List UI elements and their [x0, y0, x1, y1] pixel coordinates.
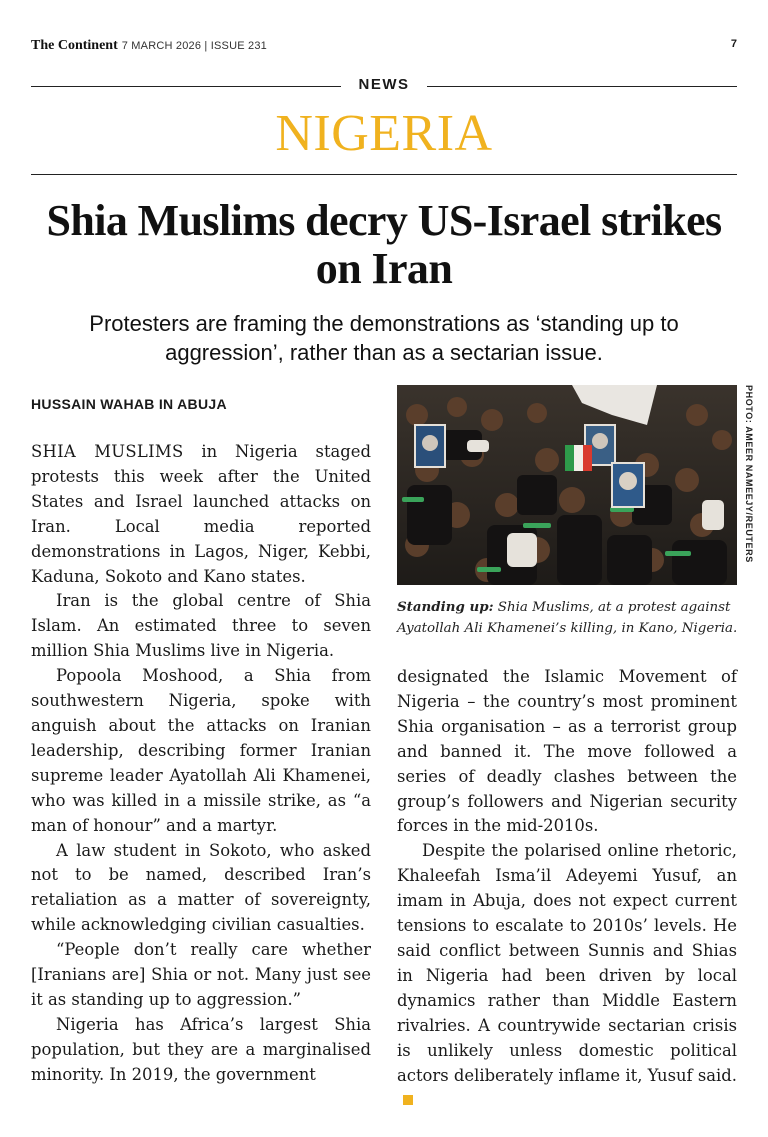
paragraph: “People don’t really care whether [Iranians are] Shia or not. Many just see it as standing up to aggression.” — [31, 940, 371, 1009]
paragraph: Popoola Moshood, a Shia from southwestern Nigeria, spoke with anguish about the attacks on Iranian leadership, describing former Iranian supreme leader Ayatollah Ali Khamenei, who was killed in a missile strike, as “a man of honour” and a martyr. — [31, 666, 371, 835]
caption-lead: Standing up: — [397, 599, 494, 615]
paragraph: Nigeria has Africa’s largest Shia population, but they are a marginalised minority. In 2019, the government — [31, 1014, 371, 1084]
title-rule — [31, 174, 737, 175]
lead-in: SHIA MUSLIMS — [31, 442, 184, 461]
photo-credit: PHOTO: AMEER NAMEEJY/REUTERS — [744, 385, 754, 563]
end-mark-icon — [403, 1095, 413, 1105]
paragraph: SHIA MUSLIMS in Nigeria staged protests this week after the United States and Israel launched attacks on Iran. Local media reported demonstrations in Lagos, Niger, Kebbi, Kaduna, Sokoto and Kano states. — [31, 442, 371, 586]
photo-caption: Standing up: Shia Muslims, at a protest against Ayatollah Ali Khamenei’s killing, in Kano, Nigeria. — [397, 599, 738, 636]
issue-info: 7 MARCH 2026 | ISSUE 231 — [121, 40, 267, 52]
paragraph: Iran is the global centre of Shia Islam. An estimated three to seven million Shia Muslims live in Nigeria. — [31, 591, 371, 661]
article-column-left — [31, 440, 371, 1088]
page-header — [31, 36, 737, 54]
paragraph: designated the Islamic Movement of Nigeria – the country’s most prominent Shia organisation – as a terrorist group and banned it. The move followed a series of deadly clashes between the group’s followers and Nigerian security forces in the mid-2010s. — [397, 667, 737, 836]
article-column-right — [397, 665, 737, 1113]
publication-name: The Continent — [31, 38, 118, 53]
paragraph: A law student in Sokoto, who asked not to be named, described Iran’s retaliation as a matter of sovereignty, while acknowledging civilian casualties. — [31, 840, 371, 935]
section-label: NEWS — [358, 76, 410, 93]
country-title: NIGERIA — [275, 105, 493, 162]
protest-photo — [397, 385, 737, 585]
page-number: 7 — [730, 38, 737, 50]
standfirst: Protesters are framing the demonstrations as ‘standing up to aggression’, rather than as a sectarian issue. — [89, 311, 679, 365]
paragraph: Despite the polarised online rhetoric, Khaleefah Isma’il Adeyemi Yusuf, an imam in Abuja, does not expect current tensions to escalate to 2010s’ levels. He said conflict between Sunnis and Shias in Nigeria had been driven by local dynamics rather than Middle Eastern rivalries. A countrywide sectarian crisis is unlikely unless domestic political actors deliberately inflame it, Yusuf said. — [397, 839, 737, 1113]
headline: Shia Muslims decry US-Israel strikes on Iran — [46, 196, 722, 293]
byline: HUSSAIN WAHAB IN ABUJA — [31, 396, 227, 412]
